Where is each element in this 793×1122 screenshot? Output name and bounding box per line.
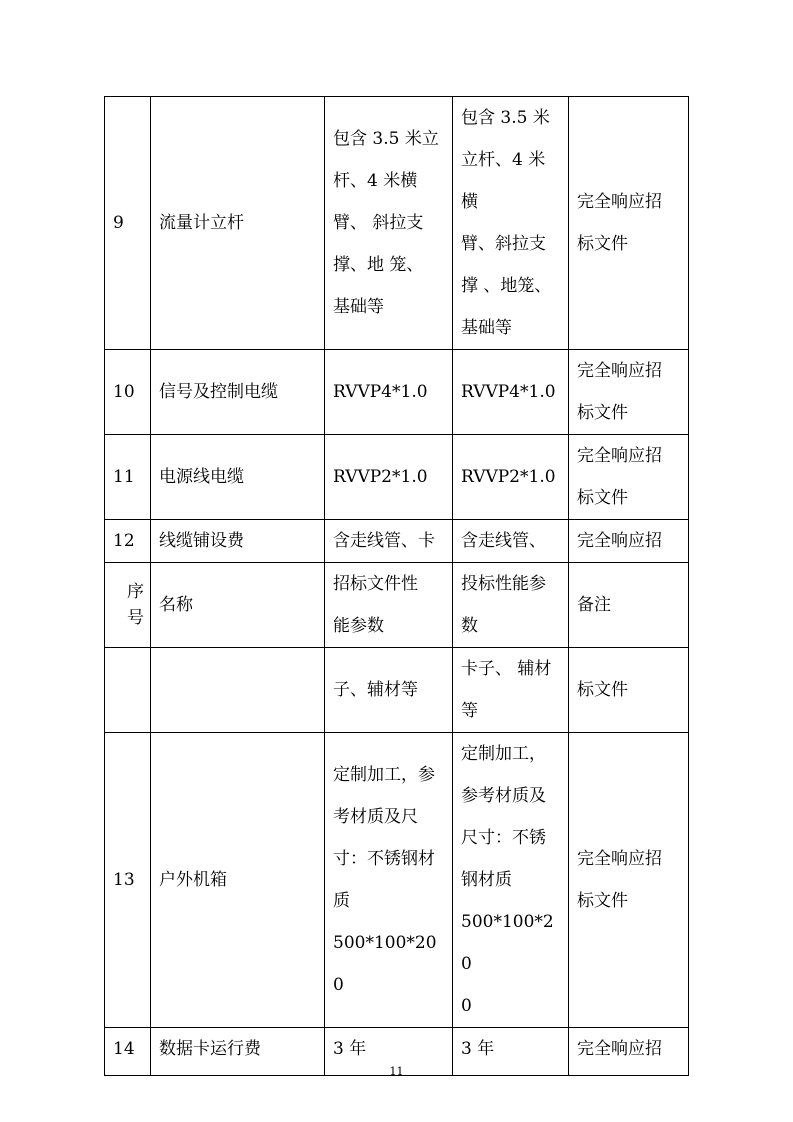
table-row: [105, 350, 689, 435]
header-name: 名称: [151, 563, 325, 648]
table-row: [105, 520, 689, 563]
table-row: [105, 648, 689, 733]
header-seq: 序 号: [105, 563, 151, 648]
cell-name: 信号及控制电缆: [151, 350, 325, 435]
cell-bid-param: 包含 3.5 米 立杆、4 米 横 臂、斜拉支 撑 、地笼、 基础等: [453, 97, 569, 350]
cell-name: 流量计立杆: [151, 97, 325, 350]
cell-seq: 13: [105, 733, 151, 1028]
cell-note: 标文件: [569, 648, 689, 733]
cell-seq: [105, 648, 151, 733]
cell-tender-param: RVVP4*1.0: [325, 350, 453, 435]
cell-tender-param: 3 年: [325, 1028, 453, 1076]
header-note: 备注: [569, 563, 689, 648]
cell-tender-param: RVVP2*1.0: [325, 435, 453, 520]
cell-tender-param: 定制加工，参 考材质及尺 寸：不锈钢材 质 500*100*200: [325, 733, 453, 1028]
cell-tender-param: 含走线管、卡: [325, 520, 453, 563]
cell-note: 完全响应招 标文件: [569, 435, 689, 520]
cell-bid-param: 卡子、 辅材 等: [453, 648, 569, 733]
cell-bid-param: 3 年: [453, 1028, 569, 1076]
cell-tender-param: 包含 3.5 米立 杆、4 米横 臂、 斜拉支 撑、地 笼、 基础等: [325, 97, 453, 350]
table-row: [105, 97, 689, 350]
cell-seq: 11: [105, 435, 151, 520]
header-bid-param: 投标性能参 数: [453, 563, 569, 648]
cell-name: 线缆铺设费: [151, 520, 325, 563]
cell-note: 完全响应招: [569, 520, 689, 563]
cell-note: 完全响应招 标文件: [569, 97, 689, 350]
cell-bid-param: 定制加工， 参考材质及 尺寸：不锈 钢材质 500*100*20 0: [453, 733, 569, 1028]
cell-name: [151, 648, 325, 733]
cell-tender-param: 子、辅材等: [325, 648, 453, 733]
cell-seq: 9: [105, 97, 151, 350]
cell-name: 户外机箱: [151, 733, 325, 1028]
cell-bid-param: 含走线管、: [453, 520, 569, 563]
cell-note: 完全响应招 标文件: [569, 733, 689, 1028]
cell-note: 完全响应招: [569, 1028, 689, 1076]
cell-seq: 14: [105, 1028, 151, 1076]
cell-name: 数据卡运行费: [151, 1028, 325, 1076]
cell-bid-param: RVVP2*1.0: [453, 435, 569, 520]
cell-name: 电源线电缆: [151, 435, 325, 520]
cell-seq: 10: [105, 350, 151, 435]
header-tender-param: 招标文件性 能参数: [325, 563, 453, 648]
page-number: 11: [389, 1065, 404, 1078]
table-header-row: [105, 563, 689, 648]
cell-bid-param: RVVP4*1.0: [453, 350, 569, 435]
table-row: [105, 733, 689, 1028]
cell-note: 完全响应招 标文件: [569, 350, 689, 435]
table-row: [105, 435, 689, 520]
cell-seq: 12: [105, 520, 151, 563]
spec-table: [104, 96, 689, 1076]
